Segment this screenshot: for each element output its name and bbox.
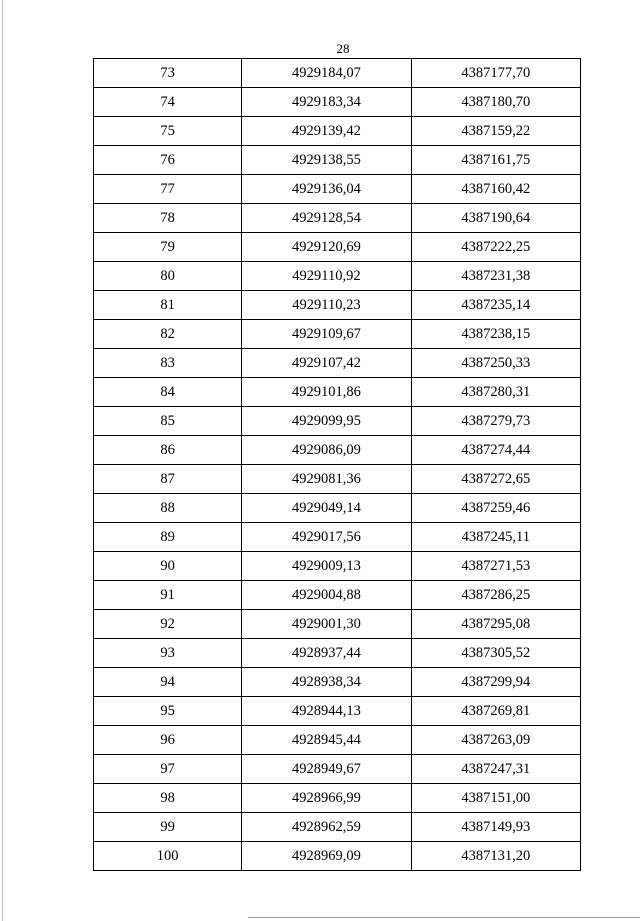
x-coordinate-cell: 4928937,44: [242, 639, 411, 668]
table-row: [94, 146, 581, 175]
y-coordinate-cell: 4387259,46: [411, 494, 580, 523]
y-coordinate-cell: 4387286,25: [411, 581, 580, 610]
point-number-cell: 84: [94, 378, 242, 407]
x-coordinate-cell: 4929086,09: [242, 436, 411, 465]
x-coordinate-cell: 4929107,42: [242, 349, 411, 378]
table-row: [94, 552, 581, 581]
point-number-cell: 85: [94, 407, 242, 436]
table-row: [94, 88, 581, 117]
x-coordinate-cell: 4928966,99: [242, 784, 411, 813]
x-coordinate-cell: 4929101,86: [242, 378, 411, 407]
page-number: 28: [336, 41, 350, 56]
x-coordinate-cell: 4929139,42: [242, 117, 411, 146]
table-row: [94, 262, 581, 291]
x-coordinate-cell: 4929109,67: [242, 320, 411, 349]
y-coordinate-cell: 4387177,70: [411, 59, 580, 88]
x-coordinate-cell: 4929136,04: [242, 175, 411, 204]
y-coordinate-cell: 4387238,15: [411, 320, 580, 349]
table-row: [94, 378, 581, 407]
table-row: [94, 697, 581, 726]
y-coordinate-cell: 4387222,25: [411, 233, 580, 262]
point-number-cell: 87: [94, 465, 242, 494]
x-coordinate-cell: 4929099,95: [242, 407, 411, 436]
table-row: [94, 320, 581, 349]
point-number-cell: 83: [94, 349, 242, 378]
table-row: [94, 784, 581, 813]
x-coordinate-cell: 4929128,54: [242, 204, 411, 233]
table-row: [94, 523, 581, 552]
table-row: [94, 494, 581, 523]
table-row: [94, 610, 581, 639]
table-row: [94, 755, 581, 784]
y-coordinate-cell: 4387160,42: [411, 175, 580, 204]
table-row: [94, 581, 581, 610]
point-number-cell: 81: [94, 291, 242, 320]
y-coordinate-cell: 4387305,52: [411, 639, 580, 668]
table-row: [94, 117, 581, 146]
point-number-cell: 86: [94, 436, 242, 465]
point-number-cell: 92: [94, 610, 242, 639]
x-coordinate-cell: 4929183,34: [242, 88, 411, 117]
x-coordinate-cell: 4929017,56: [242, 523, 411, 552]
y-coordinate-cell: 4387295,08: [411, 610, 580, 639]
y-coordinate-cell: 4387269,81: [411, 697, 580, 726]
table-row: [94, 813, 581, 842]
point-number-cell: 95: [94, 697, 242, 726]
point-number-cell: 82: [94, 320, 242, 349]
point-number-cell: 96: [94, 726, 242, 755]
coordinates-table-body: [94, 59, 581, 871]
y-coordinate-cell: 4387247,31: [411, 755, 580, 784]
point-number-cell: 97: [94, 755, 242, 784]
point-number-cell: 73: [94, 59, 242, 88]
point-number-cell: 100: [94, 842, 242, 871]
x-coordinate-cell: 4929004,88: [242, 581, 411, 610]
x-coordinate-cell: 4929009,13: [242, 552, 411, 581]
x-coordinate-cell: 4929184,07: [242, 59, 411, 88]
y-coordinate-cell: 4387231,38: [411, 262, 580, 291]
x-coordinate-cell: 4929120,69: [242, 233, 411, 262]
point-number-cell: 88: [94, 494, 242, 523]
y-coordinate-cell: 4387151,00: [411, 784, 580, 813]
y-coordinate-cell: 4387149,93: [411, 813, 580, 842]
y-coordinate-cell: 4387180,70: [411, 88, 580, 117]
point-number-cell: 93: [94, 639, 242, 668]
y-coordinate-cell: 4387280,31: [411, 378, 580, 407]
y-coordinate-cell: 4387131,20: [411, 842, 580, 871]
point-number-cell: 94: [94, 668, 242, 697]
x-coordinate-cell: 4929001,30: [242, 610, 411, 639]
y-coordinate-cell: 4387263,09: [411, 726, 580, 755]
point-number-cell: 90: [94, 552, 242, 581]
table-row: [94, 233, 581, 262]
x-coordinate-cell: 4928969,09: [242, 842, 411, 871]
point-number-cell: 77: [94, 175, 242, 204]
x-coordinate-cell: 4929049,14: [242, 494, 411, 523]
table-row: [94, 465, 581, 494]
page-edge: [248, 917, 640, 918]
point-number-cell: 89: [94, 523, 242, 552]
y-coordinate-cell: 4387159,22: [411, 117, 580, 146]
y-coordinate-cell: 4387274,44: [411, 436, 580, 465]
coordinates-table: [93, 58, 581, 871]
y-coordinate-cell: 4387271,53: [411, 552, 580, 581]
point-number-cell: 76: [94, 146, 242, 175]
x-coordinate-cell: 4928949,67: [242, 755, 411, 784]
table-row: [94, 291, 581, 320]
point-number-cell: 98: [94, 784, 242, 813]
point-number-cell: 74: [94, 88, 242, 117]
x-coordinate-cell: 4929138,55: [242, 146, 411, 175]
table-row: [94, 59, 581, 88]
y-coordinate-cell: 4387235,14: [411, 291, 580, 320]
point-number-cell: 80: [94, 262, 242, 291]
table-row: [94, 436, 581, 465]
y-coordinate-cell: 4387250,33: [411, 349, 580, 378]
table-row: [94, 175, 581, 204]
point-number-cell: 79: [94, 233, 242, 262]
point-number-cell: 75: [94, 117, 242, 146]
y-coordinate-cell: 4387299,94: [411, 668, 580, 697]
x-coordinate-cell: 4928945,44: [242, 726, 411, 755]
point-number-cell: 91: [94, 581, 242, 610]
y-coordinate-cell: 4387161,75: [411, 146, 580, 175]
y-coordinate-cell: 4387190,64: [411, 204, 580, 233]
table-row: [94, 668, 581, 697]
table-row: [94, 842, 581, 871]
y-coordinate-cell: 4387272,65: [411, 465, 580, 494]
table-row: [94, 204, 581, 233]
x-coordinate-cell: 4929081,36: [242, 465, 411, 494]
point-number-cell: 78: [94, 204, 242, 233]
x-coordinate-cell: 4929110,23: [242, 291, 411, 320]
table-row: [94, 349, 581, 378]
point-number-cell: 99: [94, 813, 242, 842]
page-edge: [2, 0, 3, 921]
x-coordinate-cell: 4928938,34: [242, 668, 411, 697]
table-row: [94, 639, 581, 668]
x-coordinate-cell: 4928962,59: [242, 813, 411, 842]
table-row: [94, 726, 581, 755]
y-coordinate-cell: 4387279,73: [411, 407, 580, 436]
table-row: [94, 407, 581, 436]
x-coordinate-cell: 4928944,13: [242, 697, 411, 726]
x-coordinate-cell: 4929110,92: [242, 262, 411, 291]
y-coordinate-cell: 4387245,11: [411, 523, 580, 552]
